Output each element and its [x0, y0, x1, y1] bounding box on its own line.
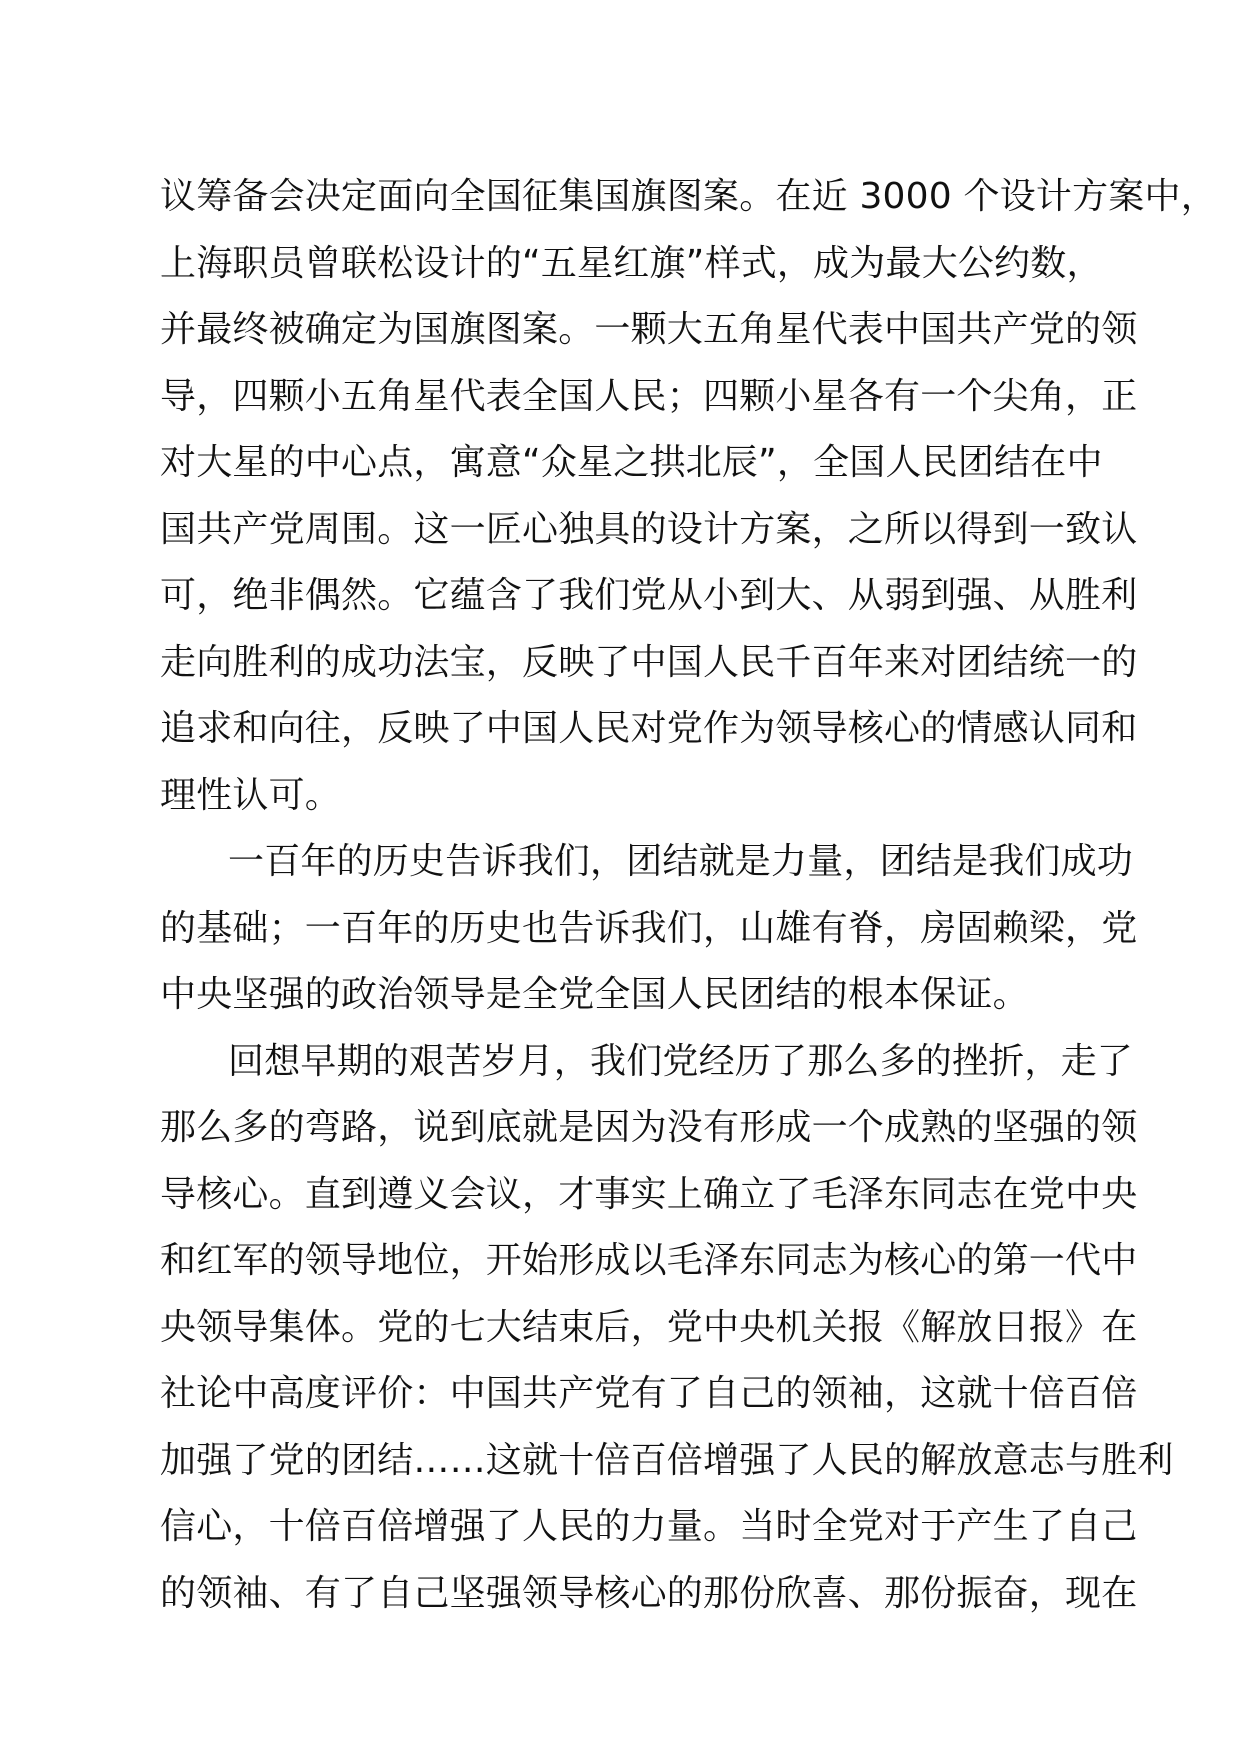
text-line: 导，四颗小五角星代表全国人民；四颗小星各有一个尖角，正 [160, 375, 1138, 417]
text-line: 信心，十倍百倍增强了人民的力量。当时全党对于产生了自己 [160, 1506, 1138, 1547]
document-body [160, 164, 1217, 1627]
text-line: 并最终被确定为国旗图案。一颗大五角星代表中国共产党的领 [160, 309, 1138, 350]
text-line: 可，绝非偶然。它蕴含了我们党从小到大、从弱到强、从胜利 [160, 575, 1138, 616]
text-line: 的基础；一百年的历史也告诉我们，山雄有脊，房固赖梁，党 [160, 907, 1138, 949]
text-line: 加强了党的团结……这就十倍百倍增强了人民的解放意志与胜利 [160, 1439, 1174, 1481]
text-line: 走向胜利的成功法宝，反映了中国人民千百年来对团结统一的 [160, 641, 1138, 683]
paragraph-first-line: 回想早期的艰苦岁月，我们党经历了那么多的挫折，走了 [228, 1040, 1134, 1082]
text-line: 中央坚强的政治领导是全党全国人民团结的根本保证。 [160, 974, 1029, 1015]
text-line: 导核心。直到遵义会议，才事实上确立了毛泽东同志在党中央 [160, 1173, 1138, 1215]
text-line: 央领导集体。党的七大结束后，党中央机关报《解放日报》在 [160, 1306, 1138, 1348]
text-line: 理性认可。 [160, 774, 342, 816]
text-line: 对大星的中心点，寓意“众星之拱北辰”，全国人民团结在中 [160, 442, 1103, 483]
paragraph-first-line: 一百年的历史告诉我们，团结就是力量，团结是我们成功 [228, 841, 1134, 882]
text-line: 那么多的弯路，说到底就是因为没有形成一个成熟的坚强的领 [160, 1107, 1138, 1148]
text-line: 的领袖、有了自己坚强领导核心的那份欣喜、那份振奋，现在 [160, 1572, 1138, 1614]
text-line: 国共产党周围。这一匠心独具的设计方案，之所以得到一致认 [160, 508, 1138, 550]
text-line: 上海职员曾联松设计的“五星红旗”样式，成为最大公约数， [160, 242, 1103, 284]
text-line: 社论中高度评价：中国共产党有了自己的领袖，这就十倍百倍 [160, 1373, 1138, 1414]
text-line: 追求和向往，反映了中国人民对党作为领导核心的情感认同和 [160, 708, 1138, 749]
text-line: 议筹备会决定面向全国征集国旗图案。在近 3000 个设计方案中， [160, 176, 1217, 217]
text-line: 和红军的领导地位，开始形成以毛泽东同志为核心的第一代中 [160, 1240, 1138, 1281]
